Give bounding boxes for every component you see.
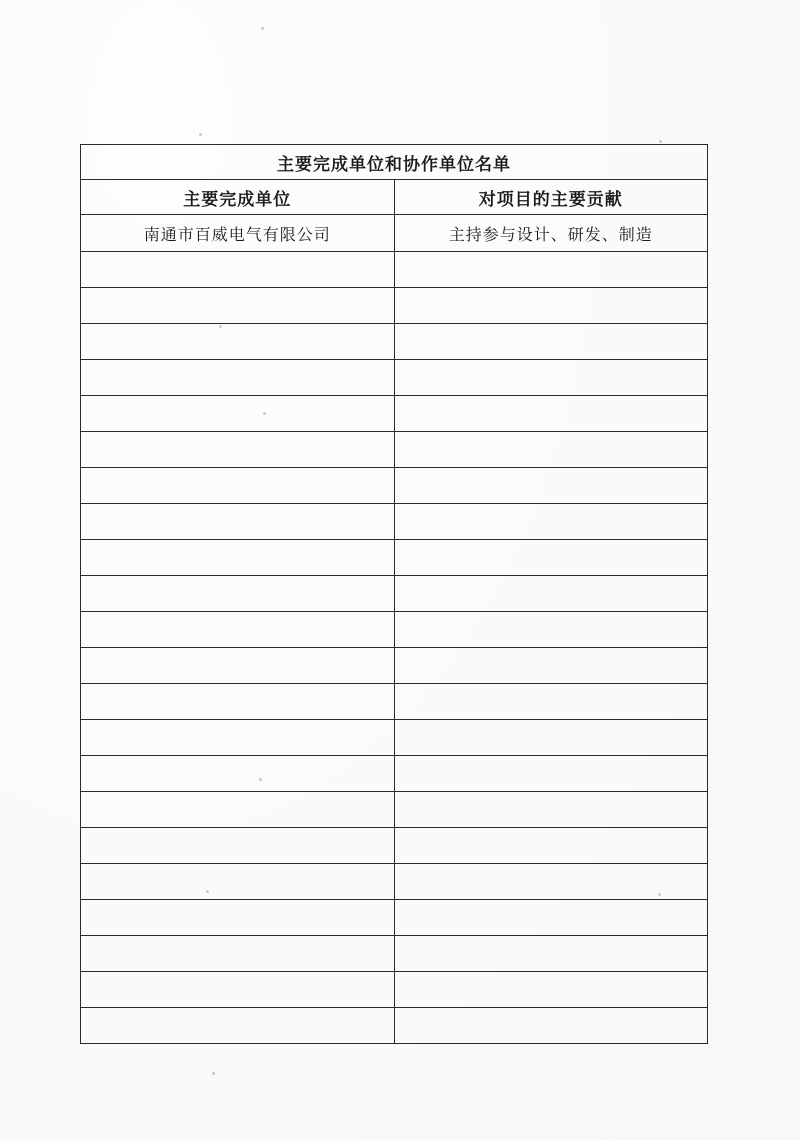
cell-contribution bbox=[394, 756, 708, 792]
table-row bbox=[81, 288, 708, 324]
cell-contribution bbox=[394, 648, 708, 684]
cell-unit bbox=[81, 504, 395, 540]
cell-contribution bbox=[394, 504, 708, 540]
cell-contribution bbox=[394, 936, 708, 972]
cell-contribution bbox=[394, 468, 708, 504]
cell-contribution bbox=[394, 360, 708, 396]
cell-unit bbox=[81, 900, 395, 936]
table-row bbox=[81, 720, 708, 756]
table-row bbox=[81, 612, 708, 648]
completion-units-table bbox=[80, 144, 708, 1044]
table-row bbox=[81, 828, 708, 864]
cell-contribution bbox=[394, 792, 708, 828]
cell-unit bbox=[81, 936, 395, 972]
cell-contribution bbox=[394, 972, 708, 1008]
table-row bbox=[81, 252, 708, 288]
cell-unit bbox=[81, 252, 395, 288]
table-row bbox=[81, 936, 708, 972]
table-row bbox=[81, 576, 708, 612]
cell-contribution bbox=[394, 828, 708, 864]
column-header-contribution: 对项目的主要贡献 bbox=[394, 180, 708, 215]
table-row bbox=[81, 900, 708, 936]
cell-contribution bbox=[394, 576, 708, 612]
cell-contribution bbox=[394, 1008, 708, 1044]
table-row bbox=[81, 684, 708, 720]
cell-unit bbox=[81, 468, 395, 504]
cell-unit bbox=[81, 792, 395, 828]
table-row bbox=[81, 468, 708, 504]
cell-unit bbox=[81, 756, 395, 792]
cell-unit bbox=[81, 288, 395, 324]
table-row bbox=[81, 504, 708, 540]
cell-contribution bbox=[394, 720, 708, 756]
cell-unit bbox=[81, 1008, 395, 1044]
table-row bbox=[81, 432, 708, 468]
table-row bbox=[81, 792, 708, 828]
table-row bbox=[81, 324, 708, 360]
cell-unit bbox=[81, 972, 395, 1008]
cell-contribution bbox=[394, 900, 708, 936]
cell-unit bbox=[81, 396, 395, 432]
cell-contribution bbox=[394, 864, 708, 900]
table-row bbox=[81, 864, 708, 900]
cell-contribution bbox=[394, 288, 708, 324]
table-row bbox=[81, 360, 708, 396]
table-title: 主要完成单位和协作单位名单 bbox=[81, 145, 708, 180]
column-header-unit: 主要完成单位 bbox=[81, 180, 395, 215]
scan-speck bbox=[261, 27, 264, 30]
cell-contribution bbox=[394, 252, 708, 288]
cell-contribution bbox=[394, 324, 708, 360]
cell-unit bbox=[81, 612, 395, 648]
cell-unit bbox=[81, 720, 395, 756]
table-header-row bbox=[81, 180, 708, 215]
scan-speck bbox=[659, 140, 662, 143]
cell-contribution: 主持参与设计、研发、制造 bbox=[394, 215, 708, 252]
table-body bbox=[81, 145, 708, 1044]
table-row bbox=[81, 1008, 708, 1044]
cell-unit bbox=[81, 432, 395, 468]
table-row bbox=[81, 396, 708, 432]
cell-unit bbox=[81, 828, 395, 864]
table-row bbox=[81, 756, 708, 792]
cell-unit: 南通市百威电气有限公司 bbox=[81, 215, 395, 252]
table-title-row bbox=[81, 145, 708, 180]
cell-contribution bbox=[394, 432, 708, 468]
scan-speck bbox=[199, 133, 202, 136]
cell-unit bbox=[81, 864, 395, 900]
table-row bbox=[81, 648, 708, 684]
cell-contribution bbox=[394, 396, 708, 432]
cell-unit bbox=[81, 648, 395, 684]
cell-unit bbox=[81, 684, 395, 720]
cell-unit bbox=[81, 360, 395, 396]
table-row bbox=[81, 540, 708, 576]
cell-unit bbox=[81, 576, 395, 612]
cell-contribution bbox=[394, 684, 708, 720]
cell-contribution bbox=[394, 612, 708, 648]
cell-contribution bbox=[394, 540, 708, 576]
cell-unit bbox=[81, 540, 395, 576]
table-row bbox=[81, 215, 708, 252]
cell-unit bbox=[81, 324, 395, 360]
table-row bbox=[81, 972, 708, 1008]
scan-speck bbox=[212, 1072, 215, 1075]
